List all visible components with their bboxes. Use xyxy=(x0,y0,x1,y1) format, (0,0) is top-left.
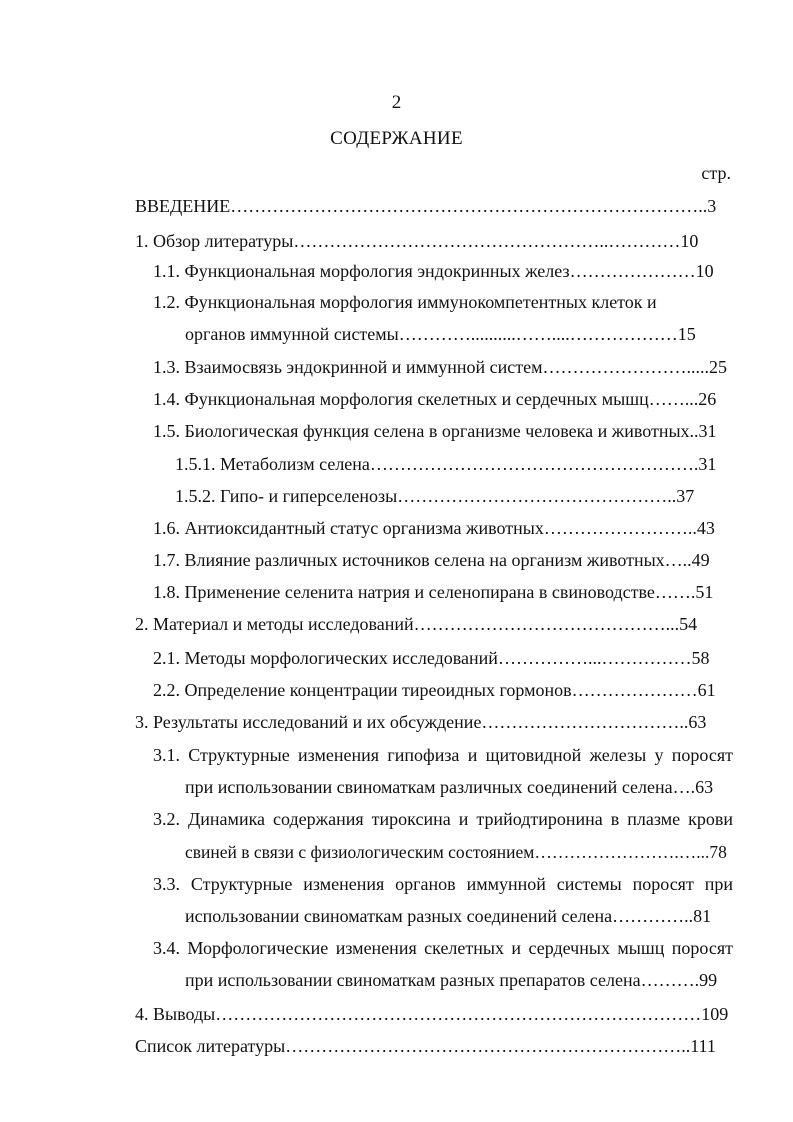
page-column-label: стр. xyxy=(701,163,731,183)
toc-entry-1-3: 1.3. Взаимосвязь эндокринной и иммунной систем…………………….....25 xyxy=(153,357,728,377)
toc-entry-1-5: 1.5. Биологическая функция селена в организме человека и животных..31 xyxy=(153,421,717,441)
toc-entry-2-1: 2.1. Методы морфологических исследований……………...……………58 xyxy=(153,648,710,668)
toc-entry-introduction: ВВЕДЕНИЕ……………………………………………………………………..3 xyxy=(135,196,717,216)
toc-entry-1-5-2: 1.5.2. Гипо- и гиперселенозы………………………………………..37 xyxy=(175,486,695,506)
toc-entry-3-2-cont: свиней в связи с физиологическим состоянием…………………….…...78 xyxy=(185,842,727,862)
page-number: 2 xyxy=(391,92,402,113)
toc-entry-3-2: 3.2. Динамика содержания тироксина и трийодтиронина в плазме крови xyxy=(153,809,733,829)
toc-entry-3-1-cont: при использовании свиноматкам различных соединений селена….63 xyxy=(185,777,714,797)
toc-entry-1: 1. Обзор литературы……………………………………………..…………10 xyxy=(135,231,699,251)
toc-entry-references: Список литературы…………………………………………………………..111 xyxy=(135,1036,716,1056)
toc-entry-2: 2. Материал и методы исследований……………………………………...54 xyxy=(135,614,698,634)
toc-entry-3-1: 3.1. Структурные изменения гипофиза и щитовидной железы у поросят xyxy=(153,745,733,765)
toc-entry-3-4: 3.4. Морфологические изменения скелетных и сердечных мышц поросят xyxy=(153,938,733,958)
toc-entry-3: 3. Результаты исследований и их обсуждение……………………………..63 xyxy=(135,712,707,732)
toc-entry-2-2: 2.2. Определение концентрации тиреоидных гормонов…………………61 xyxy=(153,680,716,700)
toc-entry-1-7: 1.7. Влияние различных источников селена на организм животных…..49 xyxy=(153,550,710,570)
toc-entry-3-3: 3.3. Структурные изменения органов иммунной системы поросят при xyxy=(153,874,733,894)
toc-entry-3-4-cont: при использовании свиноматкам разных препаратов селена……….99 xyxy=(185,970,718,990)
toc-entry-4: 4. Выводы………………………………………………………………………109 xyxy=(135,1004,729,1024)
toc-entry-1-5-1: 1.5.1. Метаболизм селена……………………………………………….31 xyxy=(175,454,717,474)
toc-entry-1-8: 1.8. Применение селенита натрия и селенопирана в свиноводстве…….51 xyxy=(153,582,714,602)
toc-entry-1-2: 1.2. Функциональная морфология иммунокомпетентных клеток и xyxy=(153,292,657,312)
toc-entry-3-3-cont: использовании свиноматкам разных соединений селена…………..81 xyxy=(185,906,712,926)
toc-entry-1-6: 1.6. Антиоксидантный статус организма животных……………………..43 xyxy=(153,518,715,538)
toc-entry-1-4: 1.4. Функциональная морфология скелетных и сердечных мышц……...26 xyxy=(153,389,717,409)
toc-entry-1-1: 1.1. Функциональная морфология эндокринных желез…………………10 xyxy=(153,261,714,281)
page-title: СОДЕРЖАНИЕ xyxy=(330,128,463,149)
toc-entry-1-2-cont: органов иммунной системы…………..........……....………………15 xyxy=(185,324,696,344)
